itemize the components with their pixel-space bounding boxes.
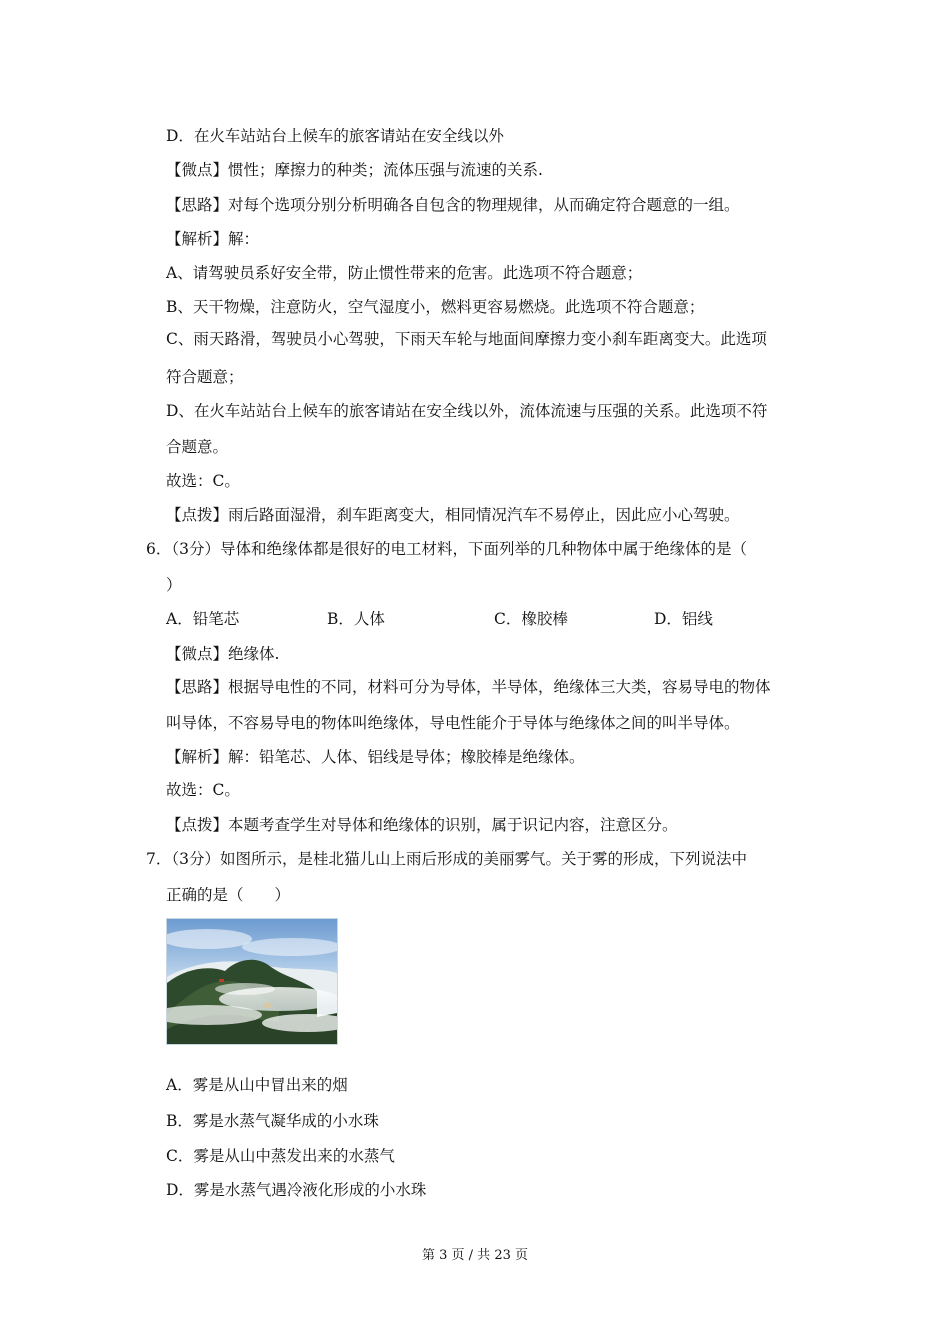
q6-answer: 故选：C。 [166, 781, 240, 799]
q5-knowledge-point: 【微点】惯性；摩擦力的种类；流体压强与流速的关系. [166, 161, 543, 179]
q5-analysis-heading: 【解析】解： [166, 230, 260, 248]
q6-option-d: D．铝线 [654, 610, 713, 628]
q6-stem: 6．（3分）导体和绝缘体都是很好的电工材料，下面列举的几种物体中属于绝缘体的是（ [146, 540, 747, 558]
q5-analysis-b: B、天干物燥，注意防火，空气湿度小，燃料更容易燃烧。此选项不符合题意； [166, 298, 705, 316]
q7-stem: 7．（3分）如图所示，是桂北猫儿山上雨后形成的美丽雾气。关于雾的形成，下列说法中 [146, 850, 747, 868]
q5-analysis-a: A、请驾驶员系好安全带，防止惯性带来的危害。此选项不符合题意； [166, 264, 643, 282]
q7-option-b: B．雾是水蒸气凝华成的小水珠 [166, 1112, 379, 1130]
q6-option-c: C．橡胶棒 [494, 610, 568, 628]
q7-stem-cont: 正确的是（ ） [166, 886, 291, 904]
q6-option-a: A．铅笔芯 [166, 610, 240, 628]
q5-analysis-d-cont: 合题意。 [166, 438, 229, 456]
q5-option-d: D．在火车站站台上候车的旅客请站在安全线以外 [166, 127, 504, 145]
q7-option-a: A．雾是从山中冒出来的烟 [166, 1076, 348, 1094]
q6-stem-cont: ） [166, 576, 182, 594]
q5-answer: 故选：C。 [166, 472, 240, 490]
q6-knowledge-point: 【微点】绝缘体. [166, 645, 280, 663]
q7-option-c: C．雾是从山中蒸发出来的水蒸气 [166, 1147, 395, 1165]
q6-approach-cont: 叫导体，不容易导电的物体叫绝缘体，导电性能介于导体与绝缘体之间的叫半导体。 [166, 714, 740, 732]
q5-analysis-c: C、雨天路滑，驾驶员小心驾驶，下雨天车轮与地面间摩擦力变小刹车距离变大。此选项 [166, 330, 767, 348]
fog-mountain-photo [166, 918, 338, 1045]
page-footer: 第 3 页 / 共 23 页 [422, 1248, 528, 1263]
q6-approach: 【思路】根据导电性的不同，材料可分为导体，半导体，绝缘体三大类，容易导电的物体 [166, 678, 771, 696]
q6-analysis: 【解析】解：铅笔芯、人体、铝线是导体；橡胶棒是绝缘体。 [166, 748, 585, 766]
q7-option-d: D．雾是水蒸气遇冷液化形成的小水珠 [166, 1181, 427, 1199]
q5-approach: 【思路】对每个选项分别分析明确各自包含的物理规律，从而确定符合题意的一组。 [166, 196, 740, 214]
q5-tip: 【点拨】雨后路面湿滑，刹车距离变大，相同情况汽车不易停止，因此应小心驾驶。 [166, 506, 740, 524]
q6-option-b: B．人体 [327, 610, 385, 628]
q5-analysis-d: D、在火车站站台上候车的旅客请站在安全线以外，流体流速与压强的关系。此选项不符 [166, 402, 768, 420]
q6-tip: 【点拨】本题考查学生对导体和绝缘体的识别，属于识记内容，注意区分。 [166, 816, 678, 834]
q5-analysis-c-cont: 符合题意； [166, 368, 244, 386]
